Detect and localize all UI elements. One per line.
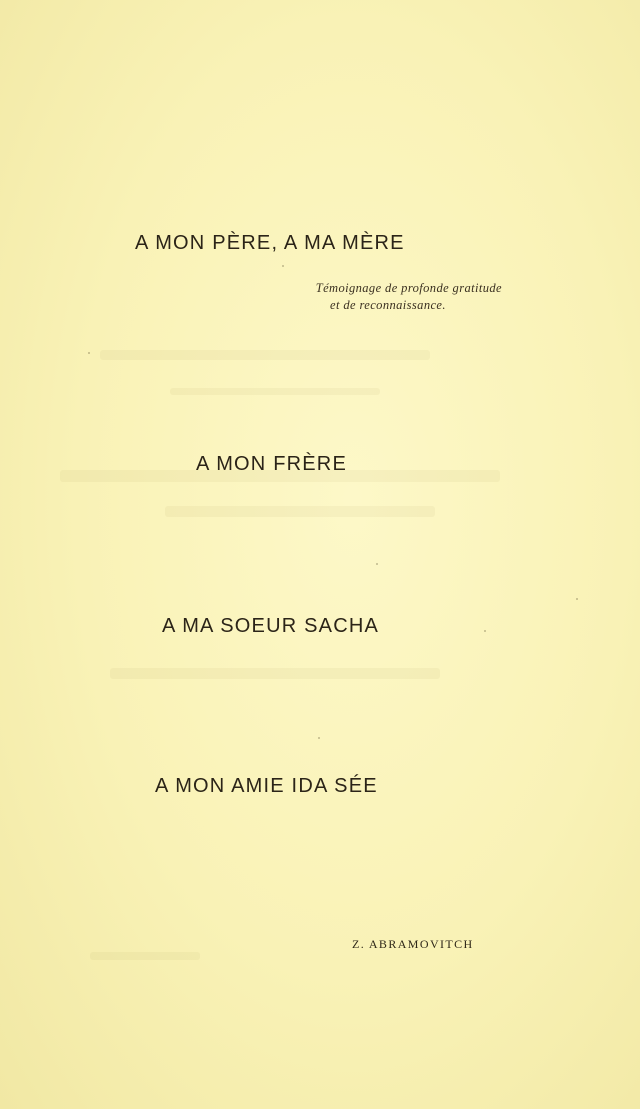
dedication-friend: A MON AMIE IDA SÉE: [155, 775, 378, 797]
dedication-parents: A MON PÈRE, A MA MÈRE: [135, 232, 405, 254]
dedication-brother: A MON FRÈRE: [196, 453, 347, 475]
tribute-line-1: Témoignage de profonde gratitude: [315, 281, 502, 295]
bleed-through-mark: [110, 668, 440, 679]
paper-speck: [484, 630, 486, 632]
dedication-sister: A MA SOEUR SACHA: [162, 615, 380, 637]
paper-speck: [88, 352, 90, 354]
paper-speck: [282, 265, 284, 267]
tribute-text: [270, 280, 502, 314]
bleed-through-mark: [90, 952, 200, 960]
paper-speck: [576, 598, 578, 600]
bleed-through-mark: [170, 388, 380, 395]
bleed-through-mark: [165, 506, 435, 517]
tribute-line-2: et de reconnaissance.: [330, 298, 446, 312]
author-signature: Z. ABRAMOVITCH: [352, 937, 474, 951]
bleed-through-mark: [100, 350, 430, 360]
paper-speck: [376, 563, 378, 565]
paper-speck: [318, 737, 320, 739]
